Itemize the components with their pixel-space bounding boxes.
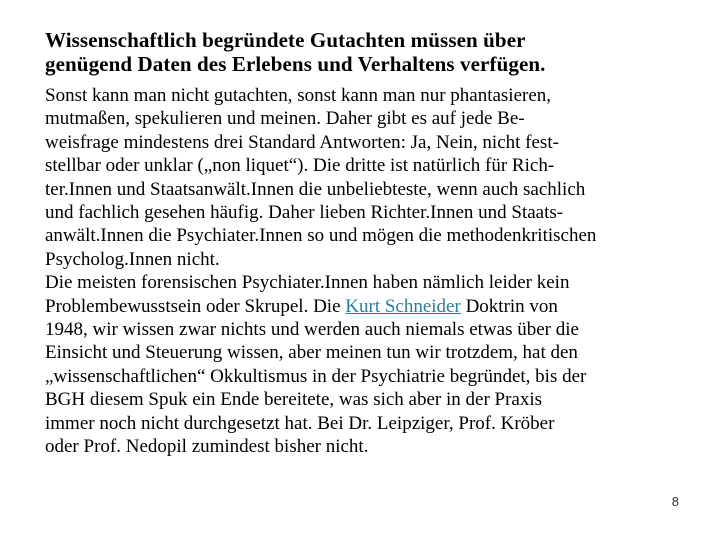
paragraph-2-line-with-link xyxy=(45,295,695,318)
paragraph-2-line: Einsicht und Steuerung wissen, aber meinen tun wir trotzdem, hat den xyxy=(45,342,578,364)
paragraph-1-line: weisfrage mindestens drei Standard Antworten: Ja, Nein, nicht fest- xyxy=(45,131,559,153)
paragraph-2-line: „wissenschaftlichen“ Okkultismus in der Psychiatrie begründet, bis der xyxy=(45,365,587,387)
paragraph-1-line: ter.Innen und Staatsanwält.Innen die unbeliebteste, wenn auch sachlich xyxy=(45,178,586,200)
paragraph-1-line: Psycholog.Innen nicht. xyxy=(45,248,220,270)
paragraph-1-line: Sonst kann man nicht gutachten, sonst kann man nur phantasieren, xyxy=(45,85,552,106)
paragraph-2-line: oder Prof. Nedopil zumindest bisher nicht. xyxy=(45,436,369,458)
paragraph-2-line: BGH diesem Spuk ein Ende bereitete, was sich aber in der Praxis xyxy=(45,389,543,411)
paragraph-2-line: immer noch nicht durchgesetzt hat. Bei Dr. Leipziger, Prof. Kröber xyxy=(45,412,555,434)
paragraph-1-line: stellbar oder unklar („non liquet“). Die dritte ist natürlich für Rich- xyxy=(45,155,555,177)
page-number: 8 xyxy=(671,494,679,509)
body-text xyxy=(45,84,695,459)
slide-title xyxy=(45,28,685,76)
title-line-2: genügend Daten des Erlebens und Verhaltens verfügen. xyxy=(45,52,546,76)
paragraph-2-line: Die meisten forensischen Psychiater.Innen haben nämlich leider kein xyxy=(45,272,570,294)
kurt-schneider-link[interactable]: Kurt Schneider xyxy=(345,295,461,317)
paragraph-2-line: 1948, wir wissen zwar nichts und werden auch niemals etwas über die xyxy=(45,319,579,341)
paragraph-2-text: Doktrin von xyxy=(460,295,558,317)
paragraph-1-line: mutmaßen, spekulieren und meinen. Daher gibt es auf jede Be- xyxy=(45,108,525,130)
paragraph-1-line: und fachlich gesehen häufig. Daher lieben Richter.Innen und Staats- xyxy=(45,202,564,224)
paragraph-2-text: Problembewusstsein oder Skrupel. Die xyxy=(45,295,346,317)
title-line-1: Wissenschaftlich begründete Gutachten müssen über xyxy=(45,28,526,52)
paragraph-1-line: anwält.Innen die Psychiater.Innen so und mögen die methodenkritischen xyxy=(45,225,597,247)
